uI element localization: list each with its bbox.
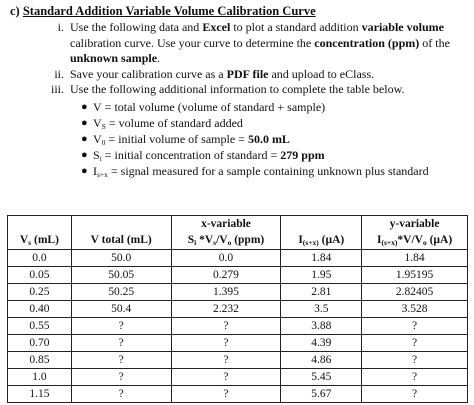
definition-item [81,99,474,115]
symbol: V [93,115,102,130]
text-run-bold: PDF file [226,66,269,81]
table-cell: 4.39 [281,335,362,352]
table-row [8,352,468,369]
instruction-text [70,67,456,83]
table-cell: 1.95 [281,267,362,284]
bullet-icon: ● [81,100,88,113]
text-run-bold: variable volume [361,20,444,34]
definition-text: = initial volume of sample = [105,131,248,146]
text-run: to plot a standard addition [230,20,362,34]
table-cell: 3.528 [362,301,468,318]
instruction-number: i. [57,20,64,34]
table-cell: 50.25 [71,284,171,301]
table-cell: 1.0 [8,369,72,386]
section-title: Standard Addition Variable Volume Calibration Curve [22,4,316,18]
definition-text: = initial concentration of standard = [101,147,281,162]
definition-item [81,131,474,147]
table-cell: ? [71,352,171,369]
symbol: V [93,99,102,114]
table-cell: ? [171,352,281,369]
symbol-subscript: s+x [97,169,108,179]
instruction-number: ii. [54,66,64,81]
table-row [8,250,468,267]
definition-text: = total volume (volume of standard + sample) [101,99,326,114]
table-cell: 1.95195 [362,267,468,284]
table-body [8,250,468,403]
table-cell: ? [171,369,281,386]
table-cell: ? [71,386,171,403]
table-cell: ? [362,352,468,369]
definition-value: 279 ppm [280,147,325,162]
text-run: . [157,51,161,65]
table-cell: 3.88 [281,318,362,335]
column-header-x: $S_i$ $*V_s/V_o$ (ppm) [171,232,281,250]
symbol: I [93,163,97,178]
table-cell: 0.279 [171,267,281,284]
instruction-item [0,82,474,98]
x-variable-header: x-variable [171,216,281,233]
text-run-bold: unknown sample [70,51,158,65]
table-row [8,318,468,335]
instruction-item [0,67,474,83]
table-cell: ? [71,369,171,386]
table-cell: 0.40 [8,301,72,318]
table-cell: ? [171,386,281,403]
table-row [8,301,468,318]
group-header-row [8,216,468,233]
table-row [8,284,468,301]
table-row [8,267,468,284]
definition-text: = signal measured for a sample containing unknown plus standard [107,163,429,178]
symbol-subscript: i [99,153,102,163]
table-cell: ? [362,335,468,352]
instruction-text [70,82,456,98]
table-cell: 50.4 [71,301,171,318]
column-header-y: $I_{(s+x)}*V/V_o$ (µA) [362,232,468,250]
table-cell: 1.84 [362,250,468,267]
definition-text: = volume of standard added [105,115,243,130]
table-cell: 0.05 [8,267,72,284]
table-cell: 1.15 [8,386,72,403]
column-header-vtotal: V total (mL) [71,232,171,250]
bullet-icon: ● [81,148,88,161]
section-heading [10,4,316,19]
table-cell: 2.81 [281,284,362,301]
symbol: S [93,147,100,162]
instruction-list [0,20,474,179]
group-header-cell [281,216,362,233]
bullet-icon: ● [81,116,88,129]
definition-item [81,115,474,131]
section-label: c) [10,4,20,18]
table-cell: 50.05 [71,267,171,284]
instruction-item [0,20,474,67]
symbol: V [93,131,102,146]
symbol-subscript: S [101,121,106,131]
bullet-icon: ● [81,164,88,177]
table-cell: 0.0 [8,250,72,267]
instruction-text [70,20,456,67]
table-row [8,386,468,403]
table-cell: ? [171,318,281,335]
text-run: calibration curve. Use your curve to determine the [70,35,315,50]
text-run: of the [419,35,450,50]
table-cell: 5.67 [281,386,362,403]
column-header-signal: $I_{(s+x)}$ (µA) [281,232,362,250]
table-cell: ? [362,369,468,386]
text-run: Use the following additional information to complete the table below. [70,82,405,96]
table-cell: 50.0 [71,250,171,267]
group-header-cell [71,216,171,233]
table-cell: 4.86 [281,352,362,369]
table-cell: 5.45 [281,369,362,386]
group-header-cell [8,216,72,233]
table-cell: 0.25 [8,284,72,301]
text-run: Use the following data and [70,20,203,34]
definition-item [81,147,474,163]
text-run: Save your calibration curve as a [70,66,227,81]
definition-item [81,163,474,179]
text-run-bold: concentration (ppm) [314,35,420,50]
column-header-vs: $V_s$ (mL) [8,232,72,250]
instruction-number: iii. [50,82,64,96]
data-table [7,215,468,403]
table-cell: 0.0 [171,250,281,267]
table-cell: ? [71,318,171,335]
definitions-list [81,99,474,179]
table-cell: ? [362,318,468,335]
symbol-subscript: 0 [101,137,106,147]
text-run: and upload to eClass. [268,66,375,81]
table-cell: 3.5 [281,301,362,318]
text-run-bold: Excel [202,20,231,34]
table-row [8,369,468,386]
table-cell: 2.232 [171,301,281,318]
table-cell: ? [362,386,468,403]
column-header-row [8,232,468,250]
table-cell: 1.395 [171,284,281,301]
definition-value: 50.0 mL [247,131,290,146]
bullet-icon: ● [81,132,88,145]
table-row [8,335,468,352]
table-cell: 0.55 [8,318,72,335]
table-cell: ? [71,335,171,352]
y-variable-header: y-variable [362,216,468,233]
table-cell: 0.85 [8,352,72,369]
table-cell: 2.82405 [362,284,468,301]
table-cell: 1.84 [281,250,362,267]
table-cell: 0.70 [8,335,72,352]
table-cell: ? [171,335,281,352]
